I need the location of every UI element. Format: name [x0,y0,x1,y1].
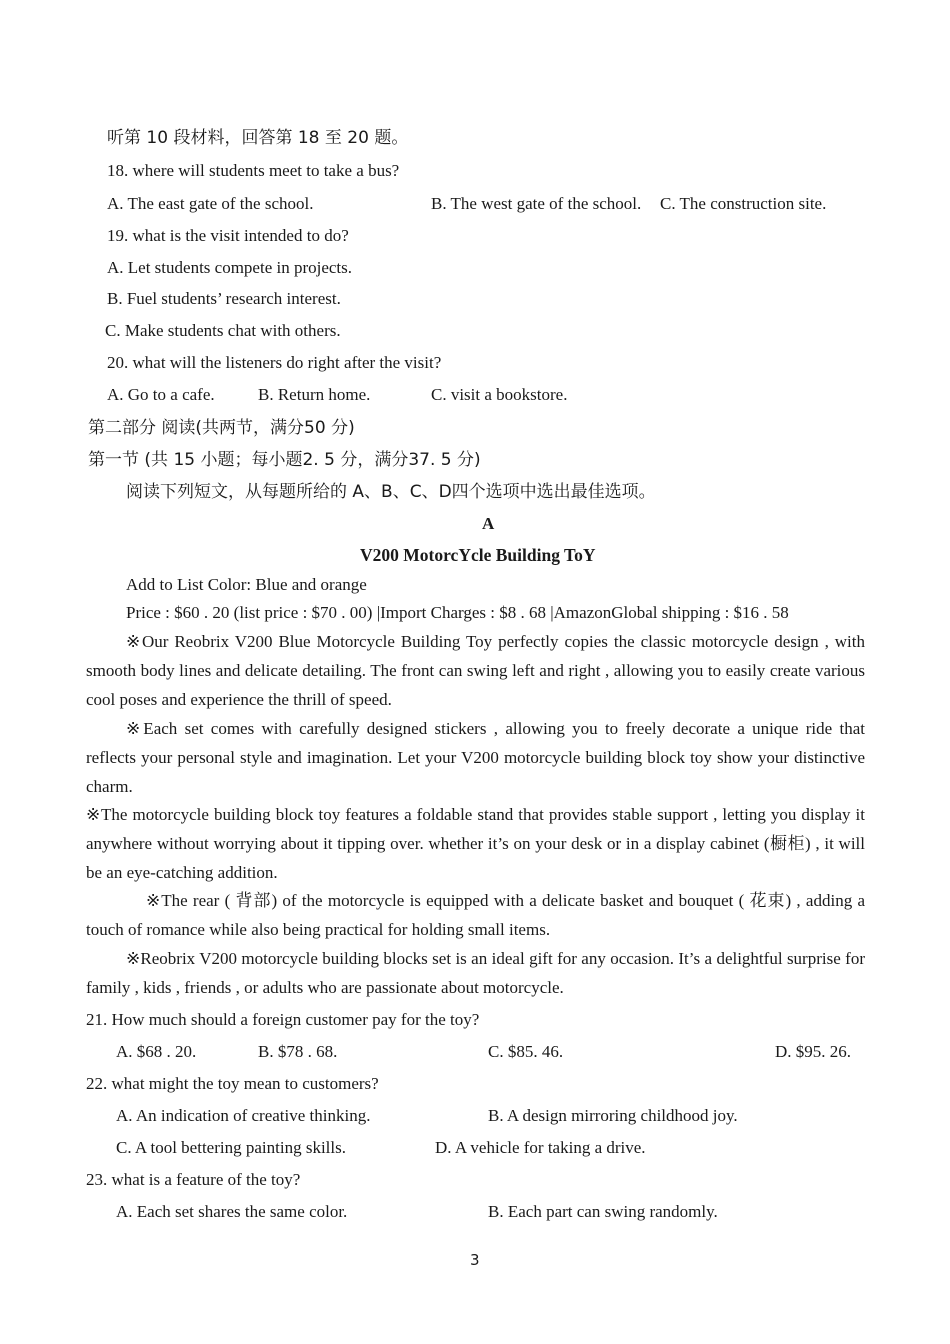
q23-option-a: A. Each set shares the same color. [116,1202,348,1221]
q22-option-c: C. A tool bettering painting skills. [116,1138,346,1157]
paragraph-1: ※Our Reobrix V200 Blue Motorcycle Building Toy perfectly copies the classic motorcycle design , with smooth body lines and delicate detailing. The front can swing left and right , allowing you to easily create various cool poses and experience the thrill of speed. [86,632,865,709]
price-line: Price : $60 . 20 (list price : $70 . 00) |Import Charges : $8 . 68 |AmazonGlobal shipping : $16 . 58 [126,603,789,622]
reading-instruction: 阅读下列短文，从每题所给的 A、B、C、D四个选项中选出最佳选项。 [126,482,656,502]
q21-option-a: A. $68 . 20. [116,1042,197,1061]
listening-intro: 听第 10 段材料，回答第 18 至 20 题。 [107,128,409,148]
page-number: 3 [470,1251,480,1269]
q18-option-b: B. The west gate of the school. [431,194,642,213]
q19-option-a: A. Let students compete in projects. [107,258,353,277]
q23-option-b: B. Each part can swing randomly. [488,1202,718,1221]
q19-stem: 19. what is the visit intended to do? [107,226,349,245]
q21-option-b: B. $78 . 68. [258,1042,338,1061]
q19-option-c: C. Make students chat with others. [105,321,341,340]
q21-option-d: D. $95. 26. [775,1042,852,1061]
section-heading: 第一节 (共 15 小题；每小题2. 5 分，满分37. 5 分) [88,450,481,470]
q20-option-c: C. visit a bookstore. [431,385,568,404]
color-line: Add to List Color: Blue and orange [126,575,367,594]
q20-option-a: A. Go to a cafe. [107,385,215,404]
q22-option-d: D. A vehicle for taking a drive. [435,1138,646,1157]
q19-option-b: B. Fuel students’ research interest. [107,289,341,308]
q21-option-c: C. $85. 46. [488,1042,564,1061]
paragraph-4: ※The rear ( 背部) of the motorcycle is equipped with a delicate basket and bouquet ( 花束) , adding a touch of romance while also being practical for holding small items. [86,891,865,939]
q18-option-c: C. The construction site. [660,194,827,213]
q23-stem: 23. what is a feature of the toy? [86,1170,301,1189]
q22-option-a: A. An indication of creative thinking. [116,1106,371,1125]
passage-title: V200 MotorcYcle Building ToY [360,545,596,565]
q20-option-b: B. Return home. [258,385,371,404]
paragraph-5: ※Reobrix V200 motorcycle building blocks set is an ideal gift for any occasion. It’s a delightful surprise for family , kids , friends , or adults who are passionate about motorcycle. [86,949,865,997]
q20-stem: 20. what will the listeners do right after the visit? [107,353,442,372]
q22-option-b: B. A design mirroring childhood joy. [488,1106,738,1125]
part-heading: 第二部分 阅读(共两节，满分50 分) [88,418,355,438]
paragraph-2: ※Each set comes with carefully designed stickers , allowing you to freely decorate a unique ride that reflects your personal style and imagination. Let your V200 motorcycle building block toy show your distinctive charm. [86,719,865,796]
passage-letter: A [482,514,495,533]
q18-stem: 18. where will students meet to take a bus? [107,161,400,180]
q22-stem: 22. what might the toy mean to customers? [86,1074,379,1093]
q18-option-a: A. The east gate of the school. [107,194,314,213]
q21-stem: 21. How much should a foreign customer pay for the toy? [86,1010,480,1029]
paragraph-3: ※The motorcycle building block toy features a foldable stand that provides stable support , letting you display it anywhere without worrying about it tipping over. whether it’s on your desk or in a display cabinet (橱柜) , it will be an eye-catching addition. [86,805,865,882]
